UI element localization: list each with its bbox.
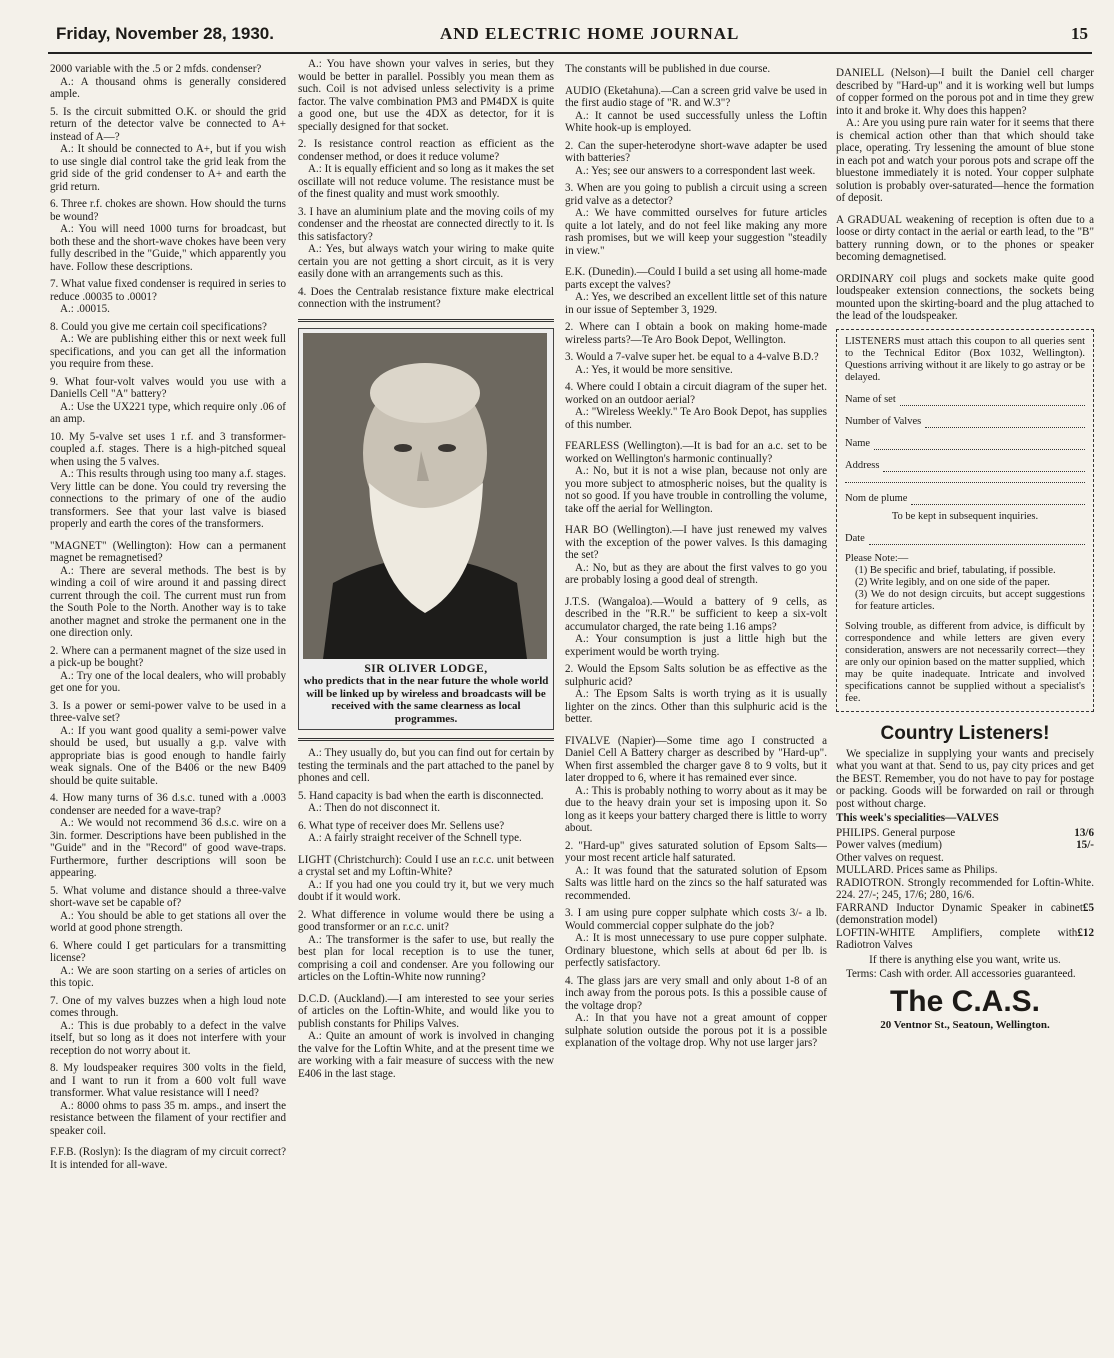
- paragraph: F.F.B. (Roslyn): Is the diagram of my circuit correct? It is intended for all-wave.: [50, 1146, 286, 1171]
- paragraph: A.: You should be able to get stations all over the world at good phone strength.: [50, 909, 286, 934]
- paragraph: J.T.S. (Wangaloa).—Would a battery of 9 cells, as described in the "R.R." be sufficient to keep a six-volt accumulator charged, the rate being 1.16 amps?: [565, 595, 827, 633]
- paragraph: A.: Then do not disconnect it.: [308, 802, 440, 814]
- column-2-bottom: [298, 747, 554, 1080]
- ad-address: 20 Ventnor St., Seatoun, Wellington.: [880, 1018, 1050, 1031]
- paragraph: 2. Can the super-heterodyne short-wave adapter be used with batteries?: [565, 139, 827, 164]
- coupon-date-label: Date: [845, 532, 865, 544]
- coupon-field-label: Name: [845, 437, 871, 449]
- paragraph: 6. Where could I get particulars for a transmitting license?: [50, 939, 286, 964]
- coupon-date-line: [845, 533, 1085, 545]
- paragraph: A.: Quite an amount of work is involved in changing the valve for the Loftin White, and at the present time we are working with a fair measure of success with the new E406 in the last stage.: [298, 1030, 554, 1080]
- paragraph: D.C.D. (Auckland).—I am interested to see your series of articles on the Loftin-White, and would like you to publish constants for Philips Valves.: [298, 992, 554, 1030]
- ad-title: Country Listeners!: [880, 722, 1050, 744]
- paragraph: A.: It was found that the saturated solution of Epsom Salts was little hard on the zincs so the half saturated was recommended.: [565, 864, 827, 902]
- paragraph: A.: They usually do, but you can find out for certain by testing the terminals and the part attached to the panel by phones and cell.: [298, 747, 554, 784]
- paragraph: A.: It is equally efficient and so long as it makes the set oscillate will not reduce volume. The resistance must be of the finest quality and must work smoothly.: [298, 163, 554, 200]
- paragraph: 3. When are you going to publish a circuit using a screen grid valve as a detector?: [565, 182, 827, 207]
- paragraph: 4. The glass jars are very small and only about 1-8 of an inch away from the porous pots. Is this a possible cause of the voltage drop?: [565, 974, 827, 1012]
- paragraph: The constants will be published in due course.: [565, 63, 771, 75]
- page-header: [48, 18, 1092, 54]
- paragraph: 2. Would the Epsom Salts solution be as effective as the sulphuric acid?: [565, 663, 827, 688]
- paragraph: A.: We would not recommend 36 d.s.c. wire on a 3in. former. Descriptions have been published in the "Guide" and in the "Record" of good wave-traps. Furthermore, further descriptions will soon be appearing.: [50, 817, 286, 879]
- paragraph: A.: No, but it is not a wise plan, because not only are you more subject to atmospheric noises, but the quality is not so good. If you have trouble in controlling the volume, take off the aerial for Wellington.: [565, 465, 827, 515]
- ad-item-label: RADIOTRON. Strongly recommended for Loftin-White. 224. 27/-; 245, 17/6; 280, 16/6.: [836, 876, 1094, 901]
- paragraph: 7. One of my valves buzzes when a high loud note comes through.: [50, 994, 286, 1019]
- paragraph: "MAGNET" (Wellington): How can a permanent magnet be remagnetised?: [50, 539, 286, 564]
- coupon-field-label: Name of set: [845, 393, 896, 405]
- paragraph: A.: This is probably nothing to worry about as it may be due to the heavy drain your set is imposing upon it. So long as it keeps your battery charged there is little to worry about.: [565, 784, 827, 834]
- paragraph: A.: Yes, it would be more sensitive.: [575, 363, 733, 376]
- paragraph: AUDIO (Eketahuna).—Can a screen grid valve be used in the first audio stage of "R. and W.3"?: [565, 84, 827, 109]
- paragraph: HAR BO (Wellington).—I have just renewed my valves with the exception of the power valves. Is this damaging the set?: [565, 524, 827, 561]
- column-4: [836, 58, 1094, 1348]
- ad-item: [836, 902, 1094, 927]
- paragraph: A.: Try one of the local dealers, who will probably get one for you.: [50, 669, 286, 694]
- coupon-field[interactable]: [845, 460, 1085, 472]
- ad-item-label: PHILIPS. General purpose: [836, 826, 956, 839]
- paragraph: A.: If you want good quality a semi-power valve should be used, but usually a g.p. valve with appropriate bias is good enough to handle fairly weak signals. One of the B406 or the new B409 should be quite suitable.: [50, 724, 286, 787]
- coupon-field-label: Number of Valves: [845, 415, 922, 427]
- paragraph: A.: It is most unnecessary to use pure copper sulphate. Ordinary bluestone, which sells at about 6d per lb. is perfectly satisfactory.: [565, 932, 827, 969]
- ad-item-price: 13/6: [1074, 826, 1094, 839]
- coupon-fields: [845, 394, 1085, 472]
- column-1: [50, 58, 286, 1348]
- paragraph: 5. What volume and distance should a three-valve short-wave set be capable of?: [50, 884, 286, 909]
- ad-item-label: LOFTIN-WHITE Amplifiers, complete with Radiotron Valves: [836, 926, 1078, 951]
- paragraph: 5. Is the circuit submitted O.K. or should the grid return of the detector valve be connected to A+ instead of A—?: [50, 105, 286, 143]
- paragraph: 2. "Hard-up" gives saturated solution of Epsom Salts—your most recent article half saturated.: [565, 839, 827, 864]
- paragraph: A.: Use the UX221 type, which require only .06 of an amp.: [50, 400, 286, 425]
- portrait-photo: [303, 333, 547, 659]
- paragraph: A.: The Epsom Salts is worth trying as it is usually lighter on the zincs. Other than this sulphuric acid is the better.: [565, 688, 827, 725]
- paragraph: A.: It cannot be used successfully unless the Loftin White hook-up is employed.: [565, 109, 827, 134]
- coupon-keep: To be kept in subsequent inquiries.: [891, 510, 1039, 522]
- paragraph: 3. Would a 7-valve super het. be equal to a 4-valve B.D.?: [565, 351, 819, 363]
- ad-item-price: £12: [1077, 926, 1094, 939]
- coupon-footer: Solving trouble, as different from advice, is difficult by correspondence and while letters are given every consideration, answers are not necessarily correct—they are only our opinion based on the matter supplied, which may be quite inadequate. Intricate and involved specifications cannot be supplied without a specialist's fee.: [845, 620, 1085, 704]
- ad-item-label: Other valves on request.: [836, 851, 944, 864]
- ad-special: This week's specialities—VALVES: [836, 812, 999, 824]
- ad-item: [836, 839, 1094, 852]
- paragraph: 2. Is resistance control reaction as efficient as the condenser method, or does it reduce volume?: [298, 138, 554, 163]
- query-coupon: [836, 329, 1094, 712]
- photo-caption-text: who predicts that in the near future the whole world will be linked up by wireless and broadcasts will be received with the same clearness as local programmes.: [303, 675, 549, 725]
- divider: [298, 319, 554, 322]
- paragraph: A GRADUAL weakening of reception is often due to a loose or dirty contact in the aerial or earth lead, to the "B" battery running down, or to the phones or speaker becoming demagnetised.: [836, 213, 1094, 263]
- paragraph: A.: No, but as they are about the first valves to go you are probably losing a good deal of strength.: [565, 561, 827, 586]
- paragraph: 9. What four-volt valves would you use with a Daniells Cell "A" battery?: [50, 375, 286, 400]
- coupon-field[interactable]: [845, 416, 1085, 428]
- paragraph: A.: Yes; see our answers to a correspondent last week.: [575, 164, 816, 177]
- ad-item: [836, 864, 1094, 877]
- paragraph: A.: Yes, we described an excellent little set of this nature in our issue of September 3, 1929.: [565, 291, 827, 316]
- paragraph: 10. My 5-valve set uses 1 r.f. and 3 transformer-coupled a.f. stages. There is a high-pitched squeal when using the 5 valves.: [50, 430, 286, 468]
- portrait-illustration: [303, 333, 547, 659]
- paragraph: A.: We are soon starting on a series of articles on this topic.: [50, 964, 286, 989]
- ad-else: If there is anything else you want, write us.: [869, 953, 1061, 966]
- ad-item-label: MULLARD. Prices same as Philips.: [836, 864, 998, 876]
- paragraph: A.: We have committed ourselves for future articles quite a lot lately, and do not feel like making any more rash promises, but we will keep your suggestion "steadily in view.": [565, 207, 827, 257]
- paragraph: 2. Where can a permanent magnet of the size used in a pick-up be bought?: [50, 644, 286, 669]
- coupon-blank-line: [845, 482, 1085, 483]
- coupon-field-label: Address: [845, 459, 880, 471]
- ad-item-label: Power valves (medium): [836, 839, 942, 851]
- paragraph: 3. I am using pure copper sulphate which costs 3/- a lb. Would commercial copper sulphate do the job?: [565, 907, 827, 932]
- coupon-notes: [845, 565, 1085, 613]
- paragraph: A.: 8000 ohms to pass 35 m. amps., and insert the resistance between the filament of your rectifier and speaker coil.: [50, 1099, 286, 1137]
- paragraph: A.: The transformer is the safer to use, but really the best plan for local reception is to use the tuner, comprising a coil and condenser. Are you following our articles on the Loftin-White now running?: [298, 933, 554, 983]
- ad-brand: The C.A.S.: [889, 984, 1040, 1018]
- paragraph: 7. What value fixed condenser is required in series to reduce .00035 to .0001?: [50, 278, 286, 303]
- column-2: [298, 58, 554, 1348]
- paragraph: A.: Your consumption is just a little high but the experiment would be worth trying.: [565, 633, 827, 658]
- ad-items: [836, 827, 1094, 952]
- paragraph: ORDINARY coil plugs and sockets make quite good loudspeaker extension connections, the sockets being mounted upon the skirting-board and the plug attached to the lead of the loudspeaker.: [836, 272, 1094, 322]
- coupon-field[interactable]: [845, 394, 1085, 406]
- photo-caption: [303, 663, 549, 726]
- paragraph: A.: .00015.: [60, 303, 110, 315]
- coupon-note: (1) Be specific and brief, tabulating, if possible.: [855, 564, 1056, 576]
- ad-intro: We specialize in supplying your wants and precisely what you want at that. Send to us, pay city prices and get the BEST. Remember, you do not have to pay for postage or packing. Goods will be forwarded on rail or through post without charge.: [836, 747, 1094, 810]
- coupon-nom-label: Nom de plume: [845, 492, 908, 504]
- journal-title: AND ELECTRIC HOME JOURNAL: [440, 24, 740, 43]
- ad-item-label: FARRAND Inductor Dynamic Speaker in cabinet (demonstration model): [836, 901, 1083, 926]
- paragraph: 3. Is a power or semi-power valve to be used in a three-valve set?: [50, 699, 286, 724]
- paragraph: E.K. (Dunedin).—Could I build a set using all home-made parts except the valves?: [565, 266, 827, 291]
- paragraph: 4. How many turns of 36 d.s.c. tuned with a .0003 condenser are needed for a wave-trap?: [50, 792, 286, 817]
- coupon-note: (3) We do not design circuits, but accept suggestions for feature articles.: [855, 588, 1085, 612]
- ad-item-price: 15/-: [1076, 839, 1094, 851]
- paragraph: 4. Does the Centralab resistance fixture make electrical connection with the instrument?: [298, 285, 554, 310]
- paragraph: 6. Three r.f. chokes are shown. How should the turns be wound?: [50, 198, 286, 223]
- page-number: 15: [1071, 24, 1088, 43]
- photo-subject: SIR OLIVER LODGE,: [364, 662, 488, 675]
- ad-item: [836, 927, 1094, 952]
- paragraph: A.: Are you using pure rain water for it seems that there is chemical action other than that which should take place, operating. Try lessening the amount of blue stone in each pot and watch your porous pots and scrape off the bluestone immediately it is noted. Your copper sulphate solution is probably over-saturated—hence the formation of deposit.: [836, 117, 1094, 204]
- ad-item: [836, 827, 1094, 840]
- paragraph: 6. What type of receiver does Mr. Sellens use?: [298, 819, 505, 832]
- ad-terms: Terms: Cash with order. All accessories guaranteed.: [846, 968, 1076, 980]
- paragraph: 2000 variable with the .5 or 2 mfds. condenser?: [50, 63, 262, 75]
- ad-item: [836, 877, 1094, 902]
- paragraph: FEARLESS (Wellington).—It is bad for an a.c. set to be worked on Wellington's harmonic continually?: [565, 440, 827, 465]
- paragraph: A.: Yes, but always watch your wiring to make quite certain you are not getting a short circuit, as it is very easily done with an arrangements such as this.: [298, 243, 554, 280]
- paragraph: A.: If you had one you could try it, but we very much doubt if it would work.: [298, 878, 554, 903]
- coupon-note: (2) Write legibly, and on one side of the paper.: [855, 576, 1050, 588]
- paragraph: 3. I have an aluminium plate and the moving coils of my condenser and the rheostat are connected directly to it. Is this satisfactory?: [298, 205, 554, 243]
- photo-frame: [298, 328, 554, 731]
- cas-advertisement: [836, 722, 1094, 1032]
- ad-item-price: £5: [1082, 901, 1094, 914]
- paragraph: FIVALVE (Napier)—Some time ago I constructed a Daniel Cell A Battery charger as described by "Hard-up". When first assembled the charger gave 8 to 9 volts, but it later dropped to 6, where it has remained ever since.: [565, 734, 827, 784]
- ad-item: [836, 852, 1094, 865]
- paragraph: 2. What difference in volume would there be using a good transformer or an r.c.c. unit?: [298, 908, 554, 933]
- coupon-field[interactable]: [845, 438, 1085, 450]
- paragraph: 8. Could you give me certain coil specifications?: [50, 320, 267, 333]
- paragraph: A.: A fairly straight receiver of the Schnell type.: [308, 832, 522, 844]
- paragraph: 4. Where could I obtain a circuit diagram of the super het. worked on an outdoor aerial?: [565, 381, 827, 406]
- divider: [298, 738, 554, 741]
- paragraph: A.: We are publishing either this or next week full specifications, and you can get all the information you require from these.: [50, 333, 286, 370]
- coupon-intro: LISTENERS must attach this coupon to all queries sent to the Technical Editor (Box 1032, Wellington). Questions arriving without it are likely to go astray or be delayed.: [845, 335, 1085, 383]
- column-3: [565, 58, 827, 1348]
- paragraph: A.: A thousand ohms is generally considered ample.: [50, 75, 286, 100]
- paragraph: DANIELL (Nelson)—I built the Daniel cell charger described by "Hard-up" and it is working well but lumps of copper formed on the porous pot and in time they grew into it and broke it. Why does this happen?: [836, 67, 1094, 117]
- paragraph: A.: In that you have not a great amount of copper sulphate solution outside the porous pot it is a possible explanation of the voltage drop. Why not use larger jars?: [565, 1012, 827, 1049]
- paragraph: A.: You have shown your valves in series, but they would be better in parallel. Possibly you mean them as such. Coil is not advised unless selectivity is a prime factor. The valve combination PM3 and PM4DX is quite a good one, but use the 4DX as detector, for it is specially designed for that socket.: [298, 58, 554, 133]
- paragraph: LIGHT (Christchurch): Could I use an r.c.c. unit between a crystal set and my Loftin-White?: [298, 853, 554, 878]
- coupon-note-title: Please Note:—: [845, 552, 909, 564]
- paragraph: 8. My loudspeaker requires 300 volts in the field, and I want to run it from a 600 volt full wave transformer. What value resistance will I need?: [50, 1062, 286, 1099]
- paragraph: A.: You will need 1000 turns for broadcast, but both these and the short-wave chokes have been very fully described in the "Guide," which apparently you have. Follow these descriptions.: [50, 223, 286, 273]
- paragraph: A.: "Wireless Weekly." Te Aro Book Depot, has supplies of this number.: [565, 406, 827, 431]
- paragraph: 2. Where can I obtain a book on making home-made wireless parts?—Te Aro Book Depot, Wellington.: [565, 321, 827, 346]
- paragraph: A.: This is due probably to a defect in the valve itself, but so long as it does not interfere with your reception do not worry about it.: [50, 1019, 286, 1057]
- coupon-nom-line: [845, 493, 1085, 505]
- paragraph: A.: There are several methods. The best is by winding a coil of wire around it and passing direct current through the coil. The current must run from the South Pole to the North. Another way is to take another magnet and stroke the permanent one in the one direction only.: [50, 564, 286, 639]
- issue-date: Friday, November 28, 1930.: [56, 24, 274, 43]
- paragraph: A.: This results through using too many a.f. stages. Very little can be done. You could try reversing the connections to the primary of one of the audio transformers. See that your last valve is biased properly and earth the cores of the transformers.: [50, 468, 286, 530]
- paragraph: 5. Hand capacity is bad when the earth is disconnected.: [298, 789, 544, 802]
- paragraph: A.: It should be connected to A+, but if you wish to use single dial control take the grid leak from the grid side of the grid condenser to A+ and earth the grid return.: [50, 143, 286, 193]
- column-4-text: [836, 67, 1094, 323]
- column-2-top: [298, 58, 554, 311]
